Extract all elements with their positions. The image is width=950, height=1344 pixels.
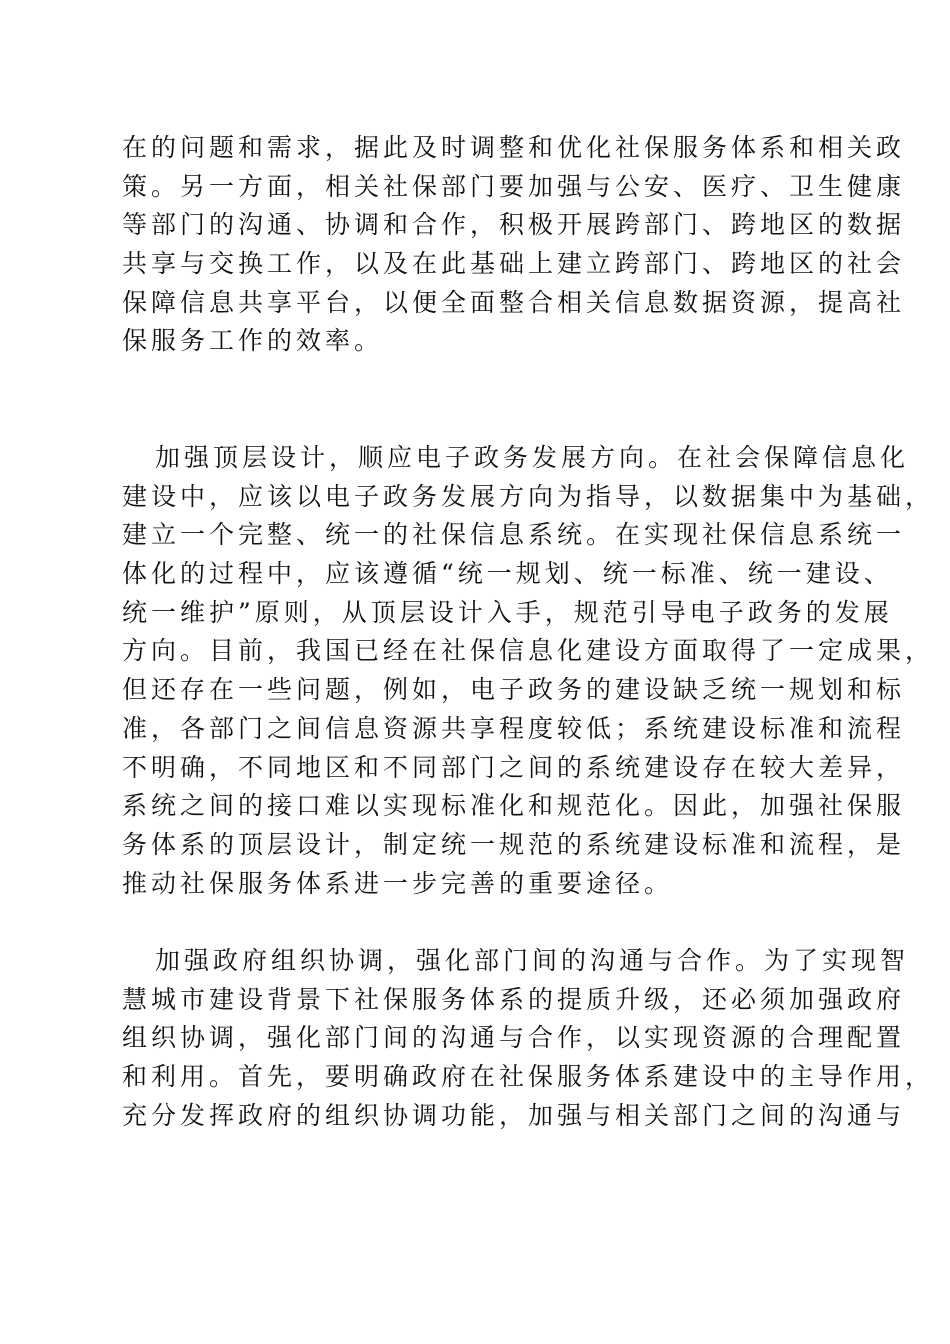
text-line: 体化的过程中，应该遵循“统一规划、统一标准、统一建设、: [122, 559, 893, 589]
text-line: 但还存在一些问题，例如，电子政务的建设缺乏统一规划和标: [122, 675, 906, 705]
text-line: 加强政府组织协调，强化部门间的沟通与合作。为了实现智: [155, 946, 910, 975]
text-line: 和利用。首先，要明确政府在社保服务体系建设中的主导作用，: [122, 1062, 935, 1092]
text-line: 建设中，应该以电子政务发展方向为指导，以数据集中为基础，: [122, 481, 935, 511]
text-line: 不明确，不同地区和不同部门之间的系统建设存在较大差异，: [122, 752, 906, 782]
paragraph-1: [122, 129, 906, 361]
text-line: 策。另一方面，相关社保部门要加强与公安、医疗、卫生健康: [122, 171, 906, 201]
text-line: 保障信息共享平台，以便全面整合相关信息数据资源，提高社: [122, 287, 906, 317]
text-line: 系统之间的接口难以实现标准化和规范化。因此，加强社保服: [122, 791, 906, 821]
text-line: 建立一个完整、统一的社保信息系统。在实现社保信息系统一: [122, 520, 906, 550]
text-line: 保服务工作的效率。: [122, 326, 384, 356]
text-line: 等部门的沟通、协调和合作，积极开展跨部门、跨地区的数据: [122, 210, 906, 240]
paragraph-2: [122, 439, 935, 903]
text-line: 在的问题和需求，据此及时调整和优化社保服务体系和相关政: [122, 133, 906, 162]
text-line: 准，各部门之间信息资源共享程度较低；系统建设标准和流程: [122, 713, 906, 743]
paragraph-3: [122, 942, 935, 1135]
text-line: 组织协调，强化部门间的沟通与合作，以实现资源的合理配置: [122, 1023, 906, 1053]
text-line: 慧城市建设背景下社保服务体系的提质升级，还必须加强政府: [122, 984, 906, 1014]
text-line: 务体系的顶层设计，制定统一规范的系统建设标准和流程，是: [122, 829, 906, 859]
text-line: 共享与交换工作，以及在此基础上建立跨部门、跨地区的社会: [122, 249, 906, 279]
text-line: 推动社保服务体系进一步完善的重要途径。: [122, 868, 674, 898]
text-line: 充分发挥政府的组织协调功能，加强与相关部门之间的沟通与: [122, 1100, 906, 1130]
text-line: 统一维护”原则，从顶层设计入手，规范引导电子政务的发展: [122, 597, 893, 627]
text-line: 加强顶层设计，顺应电子政务发展方向。在社会保障信息化: [155, 443, 910, 472]
text-line: 方向。目前，我国已经在社保信息化建设方面取得了一定成果，: [122, 636, 935, 666]
